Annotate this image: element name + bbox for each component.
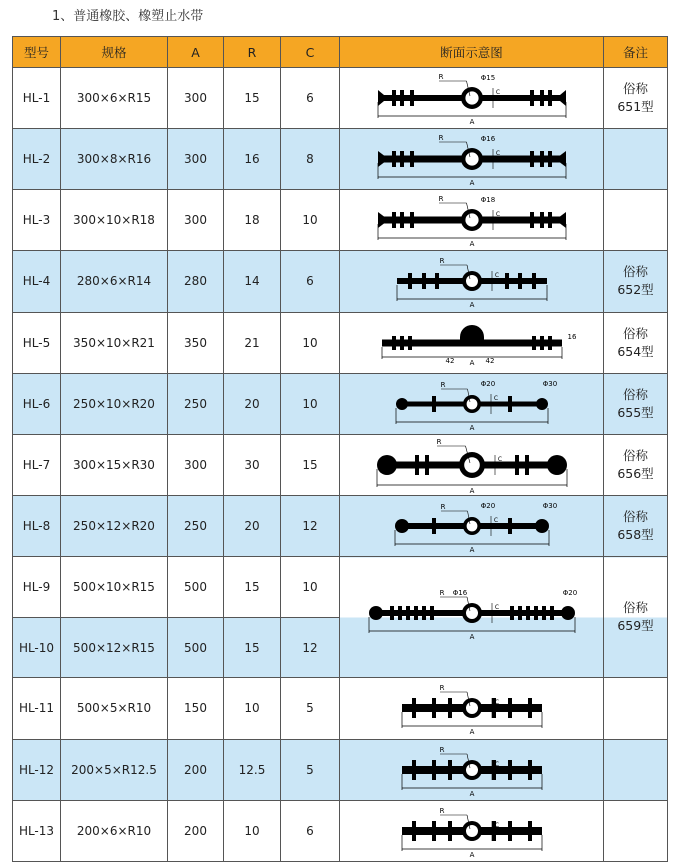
cell-a: 250 (168, 373, 224, 434)
dimension-label-a: A (469, 486, 475, 495)
table-row (13, 312, 668, 373)
diagram-svg (340, 190, 604, 250)
cell-a: 500 (168, 617, 224, 678)
center-hole (465, 91, 478, 104)
rib (408, 336, 412, 350)
diagram-svg (340, 496, 604, 556)
cell-model: HL-7 (13, 434, 61, 495)
waterstop-profile (377, 438, 567, 495)
cell-a: 300 (168, 434, 224, 495)
waterstop-profile (369, 589, 578, 642)
cell-model: HL-1 (13, 68, 61, 129)
rib (540, 212, 544, 228)
cell-diagram (340, 434, 604, 495)
center-hole (467, 398, 478, 409)
rib (448, 760, 452, 780)
note-line-1: 俗称 (622, 386, 648, 402)
rib (528, 821, 532, 841)
cell-model: HL-4 (13, 251, 61, 312)
dimension-label-r: R (438, 73, 444, 82)
rib (534, 606, 538, 620)
flared-end (560, 90, 566, 106)
rib (410, 90, 414, 106)
cell-diagram (340, 739, 604, 800)
header-r: R (224, 37, 281, 68)
dimension-label: 42 (485, 356, 495, 365)
waterstop-profile (402, 746, 542, 798)
rib (505, 273, 509, 289)
rib (392, 212, 396, 228)
cell-a: 200 (168, 739, 224, 800)
cell-note (604, 251, 668, 312)
rib (542, 606, 546, 620)
diagram-svg (340, 374, 604, 434)
rib (508, 396, 512, 412)
rib (548, 151, 552, 167)
phi-label: Φ16 (452, 589, 468, 598)
center-hole (466, 825, 478, 837)
dimension-label-r: R (440, 380, 446, 389)
cell-spec: 200×5×R12.5 (61, 739, 168, 800)
cell-r: 15 (224, 617, 281, 678)
cell-r: 16 (224, 129, 281, 190)
cell-model: HL-10 (13, 617, 61, 678)
dimension-label-a: A (469, 179, 475, 188)
cell-r: 18 (224, 190, 281, 251)
dimension-label-c: C (494, 604, 500, 612)
cell-diagram (340, 129, 604, 190)
rib (410, 212, 414, 228)
note-line-2: 658型 (617, 527, 654, 543)
rib (548, 336, 552, 350)
cell-model: HL-13 (13, 800, 61, 861)
cell-a: 500 (168, 557, 224, 618)
cell-note (604, 739, 668, 800)
cell-r: 30 (224, 434, 281, 495)
dimension-label-r: R (439, 684, 445, 693)
note-line-1: 俗称 (622, 264, 648, 280)
note-line-2: 654型 (617, 343, 654, 359)
rib (412, 698, 416, 718)
cell-r: 21 (224, 312, 281, 373)
flared-end (378, 90, 384, 106)
dimension-label-a: A (469, 728, 475, 737)
dimension-label-a: A (469, 633, 475, 642)
cell-c: 10 (281, 557, 340, 618)
cell-a: 300 (168, 68, 224, 129)
cell-note (604, 373, 668, 434)
rib (425, 455, 429, 475)
phi-label: Φ18 (480, 196, 496, 205)
dimension-label-r: R (436, 437, 442, 446)
cell-a: 300 (168, 129, 224, 190)
phi-label: Φ30 (542, 502, 558, 511)
cell-c: 6 (281, 68, 340, 129)
rib (392, 151, 396, 167)
rib (532, 336, 536, 350)
rib (400, 212, 404, 228)
note-line-2: 655型 (617, 404, 654, 420)
cell-r: 12.5 (224, 739, 281, 800)
waterstop-profile (402, 684, 542, 736)
note-line-2: 651型 (617, 99, 654, 115)
rib (408, 273, 412, 289)
table-row (13, 129, 668, 190)
phi-label: Φ15 (480, 74, 496, 83)
rib (448, 698, 452, 718)
center-hole (466, 764, 478, 776)
table-row (13, 434, 668, 495)
rib (540, 336, 544, 350)
flared-end (378, 212, 384, 228)
cell-spec: 500×5×R10 (61, 678, 168, 739)
rib (508, 821, 512, 841)
cell-c: 10 (281, 312, 340, 373)
cell-model: HL-3 (13, 190, 61, 251)
note-line-2: 659型 (617, 618, 654, 634)
cell-c: 5 (281, 739, 340, 800)
cell-note (604, 129, 668, 190)
diagram-svg (340, 801, 604, 861)
rib (410, 151, 414, 167)
dimension-label-r: R (439, 806, 445, 815)
rib (530, 212, 534, 228)
cell-model: HL-11 (13, 678, 61, 739)
dimension-label-r: R (439, 589, 445, 598)
diagram-svg (340, 740, 604, 800)
rib (432, 518, 436, 534)
diagram-svg (340, 313, 604, 373)
diagram-svg (340, 251, 604, 311)
rib (398, 606, 402, 620)
cell-c: 15 (281, 434, 340, 495)
rib (528, 698, 532, 718)
rib (515, 455, 519, 475)
dimension-label-a: A (469, 789, 475, 798)
dimension-label-c: C (493, 394, 499, 402)
rib (400, 151, 404, 167)
cell-model: HL-2 (13, 129, 61, 190)
phi-label: Φ30 (542, 379, 558, 388)
dimension-label-c: C (494, 760, 500, 768)
cell-diagram (340, 800, 604, 861)
cell-note (604, 190, 668, 251)
header-row (13, 37, 668, 68)
table-row (13, 190, 668, 251)
diagram-svg (340, 435, 604, 495)
waterstop-profile (378, 73, 566, 126)
waterstop-profile (378, 134, 566, 187)
waterstop-profile (402, 807, 542, 859)
diagram-svg (340, 68, 604, 128)
note-line-1: 俗称 (622, 509, 648, 525)
center-hole (464, 457, 480, 473)
rib (432, 760, 436, 780)
cell-spec: 200×6×R10 (61, 800, 168, 861)
cell-spec: 300×10×R18 (61, 190, 168, 251)
diagram-svg (340, 678, 604, 738)
waterstop-profile (395, 503, 549, 554)
rib (526, 606, 530, 620)
dimension-label-a: A (469, 240, 475, 249)
flared-end (378, 151, 384, 167)
dimension-label-a: A (469, 423, 475, 432)
cell-c: 5 (281, 678, 340, 739)
table-row (13, 739, 668, 800)
rib (422, 273, 426, 289)
note-line-2: 652型 (617, 282, 654, 298)
center-hole (466, 702, 478, 714)
phi-label: Φ20 (562, 589, 578, 598)
cell-c: 12 (281, 495, 340, 556)
waterstop-profile (396, 381, 548, 432)
center-arch (460, 325, 484, 347)
cell-spec: 500×12×R15 (61, 617, 168, 678)
cell-r: 20 (224, 373, 281, 434)
cell-spec: 500×10×R15 (61, 557, 168, 618)
header-note: 备注 (604, 37, 668, 68)
table-row (13, 800, 668, 861)
cell-r: 10 (224, 800, 281, 861)
dimension-label-c: C (495, 211, 501, 219)
dimension-label-r: R (439, 745, 445, 754)
rib (414, 606, 418, 620)
dimension-label-c: C (495, 150, 501, 158)
cell-note (604, 68, 668, 129)
center-hole (466, 607, 478, 619)
cell-model: HL-9 (13, 557, 61, 618)
rib (392, 336, 396, 350)
dimension-label-a: A (469, 301, 475, 310)
cell-a: 250 (168, 495, 224, 556)
cell-spec: 350×10×R21 (61, 312, 168, 373)
rib (392, 90, 396, 106)
dimension-label-c: C (493, 517, 499, 525)
note-line-1: 俗称 (622, 600, 648, 616)
table-row (13, 68, 668, 129)
end-bulb (547, 455, 567, 475)
rib (400, 90, 404, 106)
rib (412, 760, 416, 780)
cell-model: HL-8 (13, 495, 61, 556)
cell-model: HL-5 (13, 312, 61, 373)
section-heading: 1、普通橡胶、橡塑止水带 (52, 9, 204, 24)
cell-model: HL-12 (13, 739, 61, 800)
header-spec: 规格 (61, 37, 168, 68)
cell-spec: 250×12×R20 (61, 495, 168, 556)
cell-c: 10 (281, 190, 340, 251)
rib (548, 212, 552, 228)
dimension-label-c: C (494, 699, 500, 707)
rib (412, 821, 416, 841)
cell-spec: 300×6×R15 (61, 68, 168, 129)
dimension-label-c: C (494, 821, 500, 829)
end-bulb (395, 519, 409, 533)
dimension-label: 42 (445, 356, 455, 365)
cell-note (604, 557, 668, 678)
cell-note (604, 434, 668, 495)
rib (518, 273, 522, 289)
center-hole (465, 214, 478, 227)
cell-r: 14 (224, 251, 281, 312)
dimension-label-r: R (438, 134, 444, 143)
dimension-label-a: A (469, 358, 475, 367)
rib (422, 606, 426, 620)
end-bulb (377, 455, 397, 475)
waterstop-profile (382, 325, 562, 367)
cell-a: 300 (168, 190, 224, 251)
center-hole (467, 521, 478, 532)
cell-note (604, 312, 668, 373)
table-row (13, 251, 668, 312)
end-bulb (369, 606, 383, 620)
dimension-label-r: R (439, 257, 445, 266)
table-row (13, 557, 668, 618)
waterstop-spec-table (12, 36, 668, 862)
phi-label: Φ20 (480, 502, 496, 511)
end-bulb (561, 606, 575, 620)
rib (532, 273, 536, 289)
waterstop-profile (378, 195, 566, 248)
header-c: C (281, 37, 340, 68)
diagram-svg (340, 129, 604, 189)
cell-r: 20 (224, 495, 281, 556)
phi-label: Φ20 (480, 379, 496, 388)
center-hole (466, 275, 478, 287)
waterstop-profile (397, 257, 547, 309)
cell-c: 10 (281, 373, 340, 434)
header-a: A (168, 37, 224, 68)
cell-model: HL-6 (13, 373, 61, 434)
end-bulb (535, 519, 549, 533)
phi-label: Φ16 (480, 135, 496, 144)
cell-r: 10 (224, 678, 281, 739)
note-line-1: 俗称 (622, 325, 648, 341)
cell-a: 350 (168, 312, 224, 373)
rib (540, 90, 544, 106)
note-line-1: 俗称 (622, 447, 648, 463)
rib (430, 606, 434, 620)
dimension-label-c: C (497, 455, 503, 463)
rib (432, 698, 436, 718)
rib (415, 455, 419, 475)
end-bulb (396, 398, 408, 410)
cell-diagram (340, 495, 604, 556)
cell-a: 150 (168, 678, 224, 739)
cell-diagram (340, 190, 604, 251)
header-diagram: 断面示意图 (340, 37, 604, 68)
note-line-1: 俗称 (622, 81, 648, 97)
dimension-label-c: C (494, 272, 500, 280)
rib (528, 760, 532, 780)
center-hole (465, 153, 478, 166)
rib (530, 90, 534, 106)
rib (530, 151, 534, 167)
rib (508, 518, 512, 534)
rib (432, 396, 436, 412)
cell-note (604, 495, 668, 556)
dimension-label-a: A (469, 118, 475, 127)
end-bulb (536, 398, 548, 410)
cell-a: 280 (168, 251, 224, 312)
cell-spec: 300×15×R30 (61, 434, 168, 495)
rib (406, 606, 410, 620)
rib (400, 336, 404, 350)
cell-note (604, 800, 668, 861)
dimension-label-r: R (440, 503, 446, 512)
cell-c: 8 (281, 129, 340, 190)
dimension-label-c: C (495, 89, 501, 97)
cell-r: 15 (224, 68, 281, 129)
cell-diagram (340, 678, 604, 739)
flared-end (560, 151, 566, 167)
cell-a: 200 (168, 800, 224, 861)
cell-c: 12 (281, 617, 340, 678)
rib (540, 151, 544, 167)
table-row (13, 495, 668, 556)
dimension-label: 16 (567, 332, 577, 341)
rib (390, 606, 394, 620)
cell-note (604, 678, 668, 739)
rib (548, 90, 552, 106)
cell-diagram (340, 557, 604, 678)
cell-r: 15 (224, 557, 281, 618)
cell-spec: 250×10×R20 (61, 373, 168, 434)
rib (435, 273, 439, 289)
diagram-svg (340, 557, 604, 677)
rib (432, 821, 436, 841)
cell-c: 6 (281, 251, 340, 312)
cell-diagram (340, 251, 604, 312)
dimension-label-r: R (438, 195, 444, 204)
rib (550, 606, 554, 620)
rib (518, 606, 522, 620)
flared-end (560, 212, 566, 228)
cell-diagram (340, 312, 604, 373)
cell-diagram (340, 68, 604, 129)
rib (508, 698, 512, 718)
note-line-2: 656型 (617, 465, 654, 481)
rib (525, 455, 529, 475)
table-row (13, 678, 668, 739)
dimension-label-a: A (469, 546, 475, 555)
rib (510, 606, 514, 620)
cell-c: 6 (281, 800, 340, 861)
cell-spec: 300×8×R16 (61, 129, 168, 190)
cell-spec: 280×6×R14 (61, 251, 168, 312)
header-model: 型号 (13, 37, 61, 68)
rib (508, 760, 512, 780)
rib (448, 821, 452, 841)
cell-diagram (340, 373, 604, 434)
table-row (13, 373, 668, 434)
dimension-label-a: A (469, 850, 475, 859)
